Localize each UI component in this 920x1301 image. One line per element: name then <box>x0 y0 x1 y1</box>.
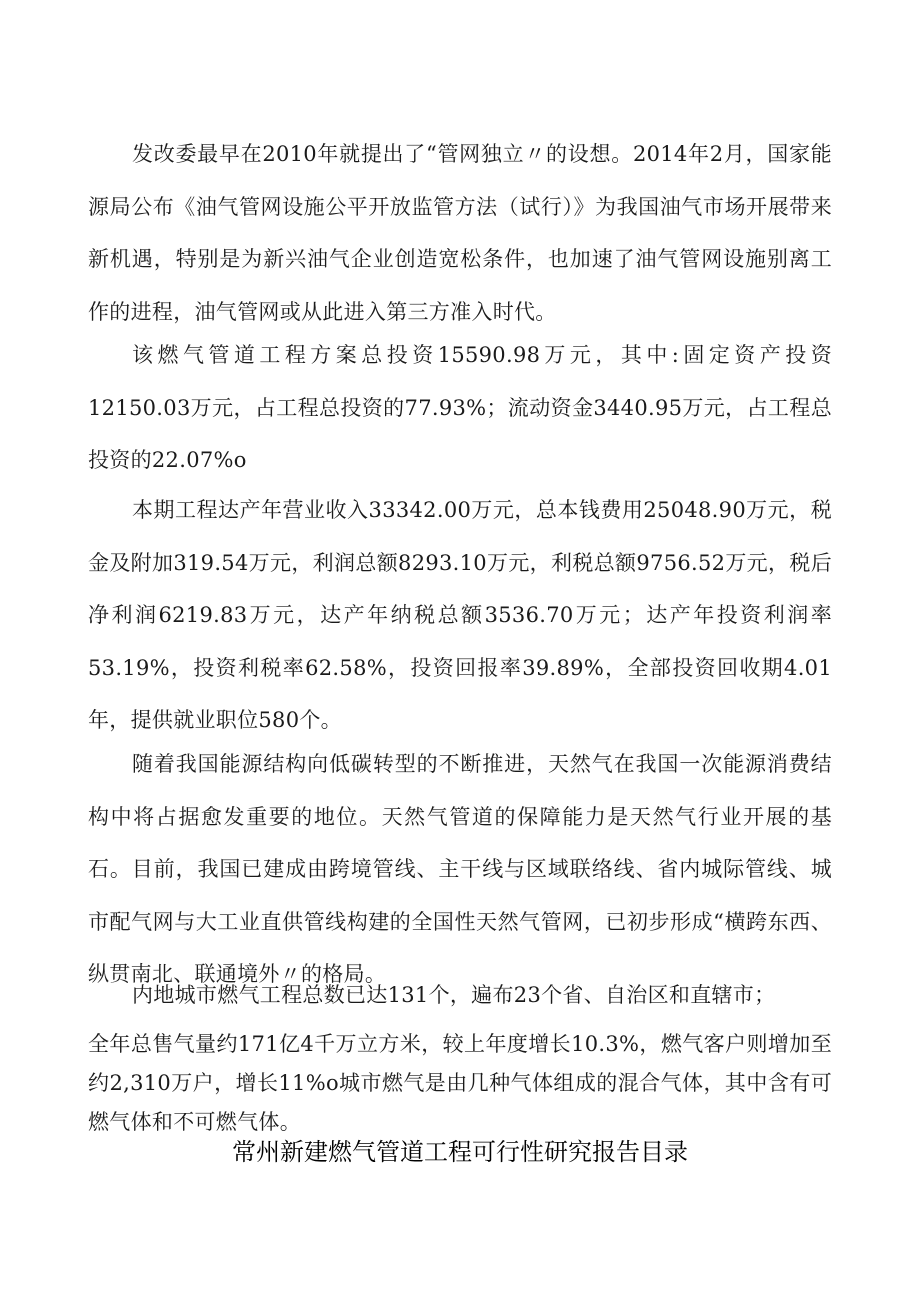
paragraph-total-investment: 该燃气管道工程方案总投资15590.98万元，其中:固定资产投资12150.03万元，占工程总投资的77.93%；流动资金3440.95万元，占工程总投资的22.07%o <box>88 343 832 472</box>
paragraph-pipeline-independence: 发改委最早在2010年就提出了“管网独立〃的设想。2014年2月，国家能源局公布《油气管网设施公平开放监管方法（试行）》为我国油气市场开展带来新机遇，特别是为新兴油气企业创造宽松条件，也加速了油气管网设施别离工作的进程，油气管网或从此进入第三方准入时代。 <box>88 142 832 324</box>
paragraph-city-gas-projects: 内地城市燃气工程总数已达131个，遍布23个省、自治区和直辖市； <box>132 983 776 1007</box>
paragraph-gas-sales: 全年总售气量约171亿4千万立方米，较上年度增长10.3%，燃气客户则增加至约2,310万户，增长11%o城市燃气是由几种气体组成的混合气体，其中含有可燃气体和不可燃气体。 <box>88 1032 832 1134</box>
paragraph-energy-structure: 随着我国能源结构向低碳转型的不断推进，天然气在我国一次能源消费结构中将占据愈发重要的地位。天然气管道的保障能力是天然气行业开展的基石。目前，我国已建成由跨境管线、主干线与区域联络线、省内城际管线、城市配气网与大工业直供管线构建的全国性天然气管网，已初步形成“横跨东西、纵贯南北、联通境外〃的格局。 <box>88 752 832 986</box>
report-toc-heading: 常州新建燃气管道工程可行性研究报告目录 <box>232 1138 688 1166</box>
paragraph-financial-indicators: 本期工程达产年营业收入33342.00万元，总本钱费用25048.90万元，税金及附加319.54万元，利润总额8293.10万元，利税总额9756.52万元，税后净利润6219.83万元，达产年纳税总额3536.70万元；达产年投资利润率53.19%，投资利税率62.58%，投资回报率39.89%，全部投资回收期4.01年，提供就业职位580个。 <box>88 498 832 732</box>
